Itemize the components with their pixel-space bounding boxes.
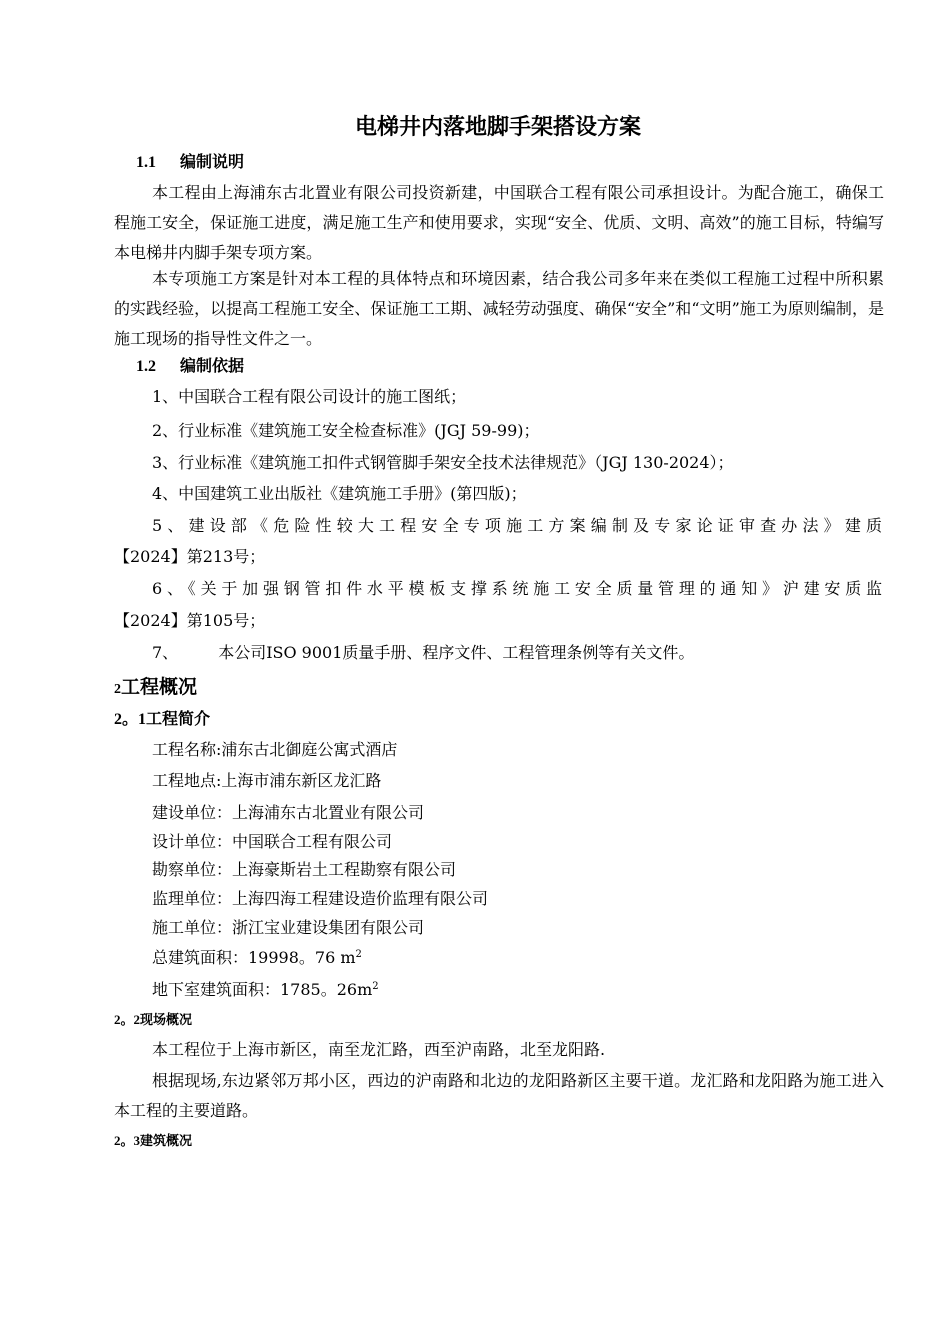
section-title: 编制说明 [180,152,245,171]
paragraph-intro-2: 本专项施工方案是针对本工程的具体特点和环境因素，结合我公司多年来在类似工程施工过程中所积累的实践经验，以提高工程施工安全、保证施工工期、减轻劳动强度、确保“安全”和“文明”施工为原则编制，是施工现场的指导性文件之一。 [114,269,884,348]
survey-unit: 勘察单位：上海豪斯岩土工程勘察有限公司 [152,860,457,879]
section-2-1-heading [114,708,210,731]
site-location-paragraph: 本工程位于上海市新区，南至龙汇路，西至沪南路，北至龙阳路. [152,1040,606,1059]
section-1-1-heading [136,151,244,174]
item-number: 7、 [152,643,179,662]
section-title: 现场概况 [140,1013,193,1028]
basis-item-6-cont: 【2024】第105号； [114,611,266,630]
paragraph-intro-1: 本工程由上海浦东古北置业有限公司投资新建，中国联合工程有限公司承担设计。为配合施工，确保工程施工安全，保证施工进度，满足施工生产和使用要求，实现“安全、优质、文明、高效”的施工目标，特编写本电梯井内脚手架专项方案。 [114,183,884,262]
site-surroundings-paragraph: 根据现场,东边紧邻万邦小区，西边的沪南路和北边的龙阳路新区主要干道。龙汇路和龙阳路为施工进入本工程的主要道路。 [114,1071,884,1120]
section-2-2-heading [114,1010,192,1031]
basis-item-6: 6、《关于加强钢管扣件水平模板支撑系统施工安全质量管理的通知》沪建安质监 [152,579,882,598]
supervision-unit: 监理单位：上海四海工程建设造价监理有限公司 [152,889,489,908]
section-1-2-heading [136,355,244,378]
basis-item-3: 3、行业标准《建筑施工扣件式钢管脚手架安全技术法律规范》（JGJ 130-2024）； [152,453,734,472]
basis-item-5: 5、建设部《危险性较大工程安全专项施工方案编制及专家论证审查办法》建质 [152,516,882,535]
section-title: 工程概况 [121,676,198,698]
document-title: 电梯井内落地脚手架搭设方案 [354,115,641,140]
section-2-3-heading [114,1131,192,1152]
section-2-heading [114,674,197,703]
item-text: 本公司ISO 9001质量手册、程序文件、工程管理条例等有关文件。 [218,643,695,662]
basement-floor-area: 地下室建筑面积：1785。$26m^2$ [152,980,379,999]
section-title: 编制依据 [180,356,245,375]
section-number: 1.2 [136,358,156,375]
section-number: 2。2 [114,1012,141,1027]
basis-item-5-cont: 【2024】第213号； [114,547,266,566]
construction-unit: 施工单位：浙江宝业建设集团有限公司 [152,918,425,937]
section-title: 建筑概况 [140,1134,193,1149]
project-name: 工程名称:浦东古北御庭公寓式酒店 [152,740,398,759]
design-unit: 设计单位：中国联合工程有限公司 [152,832,393,851]
basis-item-1: 1、中国联合工程有限公司设计的施工图纸； [152,387,467,406]
section-title: 工程简介 [146,709,211,728]
total-floor-area: 总建筑面积：19998。76 $m^2$ [152,948,362,967]
client-unit: 建设单位：上海浦东古北置业有限公司 [152,803,425,822]
section-number: 2。3 [114,1133,141,1148]
basis-item-2: 2、行业标准《建筑施工安全检查标准》(JGJ 59-99)； [152,421,540,440]
section-number: 2。1 [114,711,147,728]
section-number: 2 [114,682,121,697]
basis-item-7 [152,642,694,664]
section-number: 1.1 [136,154,156,171]
project-location: 工程地点:上海市浦东新区龙汇路 [152,771,382,790]
basis-item-4: 4、中国建筑工业出版社《建筑施工手册》(第四版)； [152,484,527,503]
